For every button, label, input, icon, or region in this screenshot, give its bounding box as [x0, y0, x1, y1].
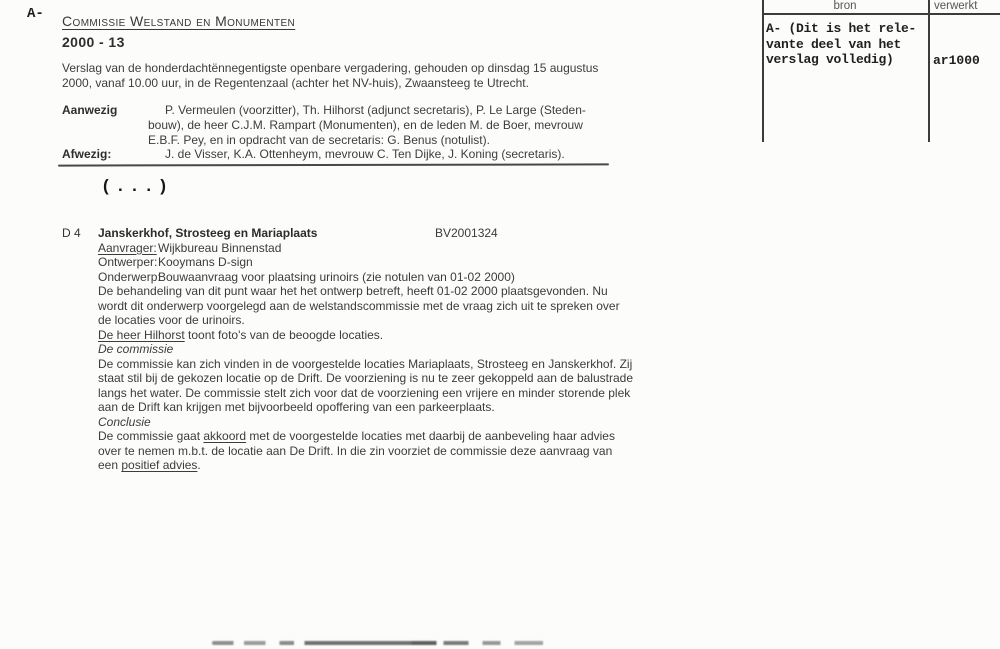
meta-value-onderwerp: Bouwaanvraag voor plaatsing urinoirs (zie notulen van 01-02 2000)	[158, 269, 515, 284]
attendance-present-text	[148, 103, 586, 147]
margin-table-header-line	[762, 13, 1000, 15]
omission-ellipsis: (...)	[101, 178, 173, 197]
bron-note-line: verslag volledig)	[766, 52, 894, 67]
attendance-line: E.B.F. Pey, en in opdracht van de secretaris: G. Benus (notulist).	[148, 132, 490, 147]
meta-row-onderwerp	[98, 270, 634, 285]
attendance-present-label: Aanwezig	[62, 103, 118, 117]
subheading-commissie: De commissie	[98, 342, 174, 356]
conclusion-text: met de voorgestelde locaties met daarbij de aanbeveling haar advies over te nemen m.b.t. de locatie aan De Drift. In die zin voorziet de commissie deze aanvraag van een	[98, 429, 615, 472]
agenda-item-heading	[98, 226, 634, 241]
meeting-intro: Verslag van de honderdachtënnegentigste openbare vergadering, gehouden op dinsdag 15 augustus 2000, vanaf 10.00 uur, in de Regentenzaal (achter het NV-huis), Zwaansteeg te Utrecht.	[62, 61, 599, 90]
margin-table-left-border	[762, 0, 764, 142]
agenda-item-content	[98, 226, 634, 473]
meta-label-ontwerper: Ontwerper:	[98, 255, 158, 269]
speaker-line-rest: toont foto's van de beoogde locaties.	[184, 327, 384, 342]
margin-table-verwerkt-value: ar1000	[933, 53, 980, 68]
agenda-item-body	[98, 284, 634, 473]
attendance-present-row	[62, 103, 614, 147]
meta-value-aanvrager: Wijkbureau Binnenstad	[158, 240, 282, 255]
meta-value-ontwerper: Kooymans D-sign	[158, 255, 253, 269]
meta-row-aanvrager	[98, 241, 634, 256]
attendance-absent-row	[62, 147, 614, 162]
header-divider-line	[58, 163, 609, 166]
scan-artifact	[212, 641, 568, 645]
agenda-item-title: Janskerkhof, Strosteeg en Mariaplaats	[98, 226, 318, 240]
bron-note-line: vante deel van het	[766, 36, 902, 52]
body-paragraph: De behandeling van dit punt waar het het ontwerp betreft, heeft 01-02 2000 plaatsgevonden. Nu wordt dit onderwerp voorgelegd aan de welstandscommissie met de vraag zich uit te spreken over de locaties voor de urinoirs.	[98, 284, 620, 327]
attendance-absent-text	[148, 147, 565, 162]
conclusion-paragraph	[98, 429, 634, 473]
conclusion-text: De commissie gaat	[98, 429, 204, 443]
margin-table-header-bron: bron	[833, 0, 857, 12]
attendance-block	[62, 103, 614, 162]
margin-table-column-divider	[928, 0, 930, 142]
document-number: 2000 - 13	[62, 34, 125, 50]
margin-table-bron-note	[766, 21, 916, 68]
attendance-absent-label: Afwezig:	[62, 147, 112, 162]
agenda-item-id: D 4	[62, 226, 81, 240]
meta-row-ontwerper	[98, 255, 634, 270]
meta-label-aanvrager: Aanvrager:	[98, 240, 157, 255]
bron-note-line: A- (Dit is het rele-	[766, 21, 917, 36]
commission-title: Commissie Welstand en Monumenten	[62, 13, 296, 29]
attendance-line: bouw), de heer C.J.M. Rampart (Monumenten), en de leden M. de Boer, mevrouw	[148, 117, 583, 132]
subheading-conclusie: Conclusie	[98, 414, 151, 429]
body-paragraph	[98, 328, 634, 343]
agenda-item-section	[62, 226, 634, 473]
body-paragraph: De commissie kan zich vinden in de voorgestelde locaties Mariaplaats, Strosteeg en Janskerkhof. Zij staat stil bij de gekozen locatie op de Drift. De voorziening is nu te zeer gekoppeld aan de balustrade langs het water. De commissie stelt zich voor dat de voorziening een vrijere en minder storende plek aan de Drift kan krijgen met bijvoorbeeld opoffering van een parkeerplaats.	[98, 356, 633, 414]
conclusion-underlined-word: positief advies	[121, 458, 198, 472]
margin-table-header-verwerkt: verwerkt	[934, 0, 978, 12]
attendance-line: J. de Visser, K.A. Ottenheym, mevrouw C. Ten Dijke, J. Koning (secretaris).	[165, 147, 565, 162]
document-header	[62, 13, 614, 162]
conclusion-underlined-word: akkoord	[203, 429, 247, 443]
speaker-name-underlined: De heer Hilhorst	[98, 327, 185, 342]
conclusion-text: .	[197, 458, 201, 472]
agenda-item-reference: BV2001324	[435, 226, 498, 240]
meta-label-onderwerp: Onderwerp:	[98, 269, 161, 284]
margin-mark: A-	[27, 6, 44, 22]
attendance-line: P. Vermeulen (voorzitter), Th. Hilhorst (adjunct secretaris), P. Le Large (Steden-	[165, 103, 586, 117]
